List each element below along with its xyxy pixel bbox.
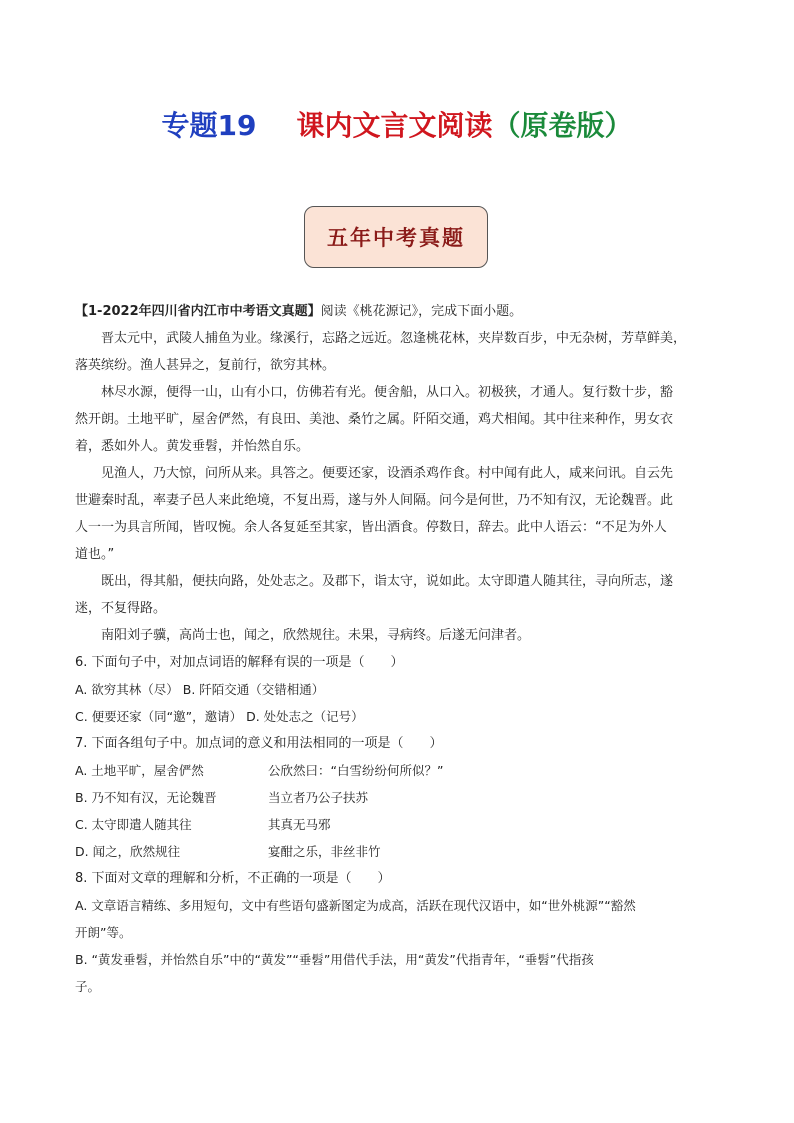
passage-line: 南阳刘子骥，高尚士也，闻之，欣然规往。未果，寻病终。后遂无问津者。	[101, 628, 531, 643]
option-left: B. 乃不知有汉，无论魏晋	[75, 790, 217, 805]
question-stem: 7. 下面各组句子中。加点词的意义和用法相同的一项是（ ）	[75, 736, 443, 751]
question-option-row	[75, 757, 723, 784]
passage-paragraph	[75, 379, 723, 460]
passage-paragraph	[75, 622, 723, 649]
title-edition: （原卷版）	[492, 109, 633, 142]
title-topic: 专题19	[161, 109, 257, 142]
passage-line: 着，悉如外人。黄发垂髫，并怡然自乐。	[75, 439, 310, 454]
passage-line: 见渔人，乃大惊，问所从来。具答之。便要还家，设酒杀鸡作食。村中闻有此人，咸来问讯。自云先	[101, 466, 674, 481]
option-a-line: A. 文章语言精练、多用短句，文中有些语句盛新图定为成高，活跃在现代汉语中，如“世外桃源”“豁然	[75, 898, 636, 913]
option-right: 宴酣之乐，非丝非竹	[268, 844, 381, 859]
question-options: A. 欲穷其林（尽） B. 阡陌交通（交错相通）	[75, 682, 325, 697]
question-stem: 8. 下面对文章的理解和分析，不正确的一项是（ ）	[75, 871, 391, 886]
section-badge	[304, 206, 488, 268]
passage-line: 既出，得其船，便扶向路，处处志之。及郡下，诣太守，说如此。太守即遣人随其往，寻向所志，遂	[101, 574, 674, 589]
option-left: C. 太守即遣人随其往	[75, 817, 192, 832]
source-line	[75, 298, 723, 325]
passage-paragraph	[75, 460, 723, 568]
title-name: 课内文言文阅读	[296, 109, 493, 142]
source-tag: 【1-2022年四川省内江市中考语文真题】	[75, 304, 321, 319]
page-title	[0, 104, 794, 144]
passage-line: 落英缤纷。渔人甚异之，复前行，欲穷其林。	[75, 358, 336, 373]
question-7	[75, 730, 723, 865]
passage-line: 然开朗。土地平旷，屋舍俨然，有良田、美池、桑竹之属。阡陌交通，鸡犬相闻。其中往来种作，男女衣	[75, 412, 674, 427]
passage-line: 人一一为具言所闻，皆叹惋。余人各复延至其家，皆出酒食。停数日，辞去。此中人语云：“不足为外人	[75, 520, 667, 535]
passage-line: 晋太元中，武陵人捕鱼为业。缘溪行，忘路之远近。忽逢桃花林，夹岸数百步，中无杂树，芳草鲜美，	[101, 331, 687, 346]
question-stem: 6. 下面句子中，对加点词语的解释有误的一项是（ ）	[75, 655, 404, 670]
option-b-line: B. “黄发垂髫，并怡然自乐”中的“黄发”“垂髫”用借代手法，用“黄发”代指青年，“垂髫”代指孩	[75, 952, 594, 967]
question-option-row	[75, 838, 723, 865]
passage-paragraph	[75, 325, 723, 379]
option-a-line: 开朗”等。	[75, 925, 132, 940]
passage-line: 世避秦时乱，率妻子邑人来此绝境，不复出焉，遂与外人间隔。问今是何世，乃不知有汉，无论魏晋。此	[75, 493, 674, 508]
option-right: 当立者乃公子扶苏	[268, 790, 369, 805]
option-left: D. 闻之，欣然规往	[75, 844, 181, 859]
question-option-row	[75, 811, 723, 838]
question-option-row	[75, 784, 723, 811]
question-8	[75, 865, 723, 1000]
option-b-line: 子。	[75, 979, 101, 994]
document-body	[75, 298, 723, 1000]
option-right: 其真无马邪	[268, 817, 331, 832]
option-left: A. 土地平旷，屋舍俨然	[75, 763, 204, 778]
passage-line: 道也。”	[75, 547, 115, 562]
source-instruction: 阅读《桃花源记》，完成下面小题。	[320, 304, 523, 319]
passage-paragraph	[75, 568, 723, 622]
passage-line: 林尽水源，便得一山，山有小口，仿佛若有光。便舍船，从口入。初极狭，才通人。复行数十步，豁	[101, 385, 674, 400]
question-6	[75, 649, 723, 730]
question-options: C. 便要还家（同“邀”，邀请） D. 处处志之（记号）	[75, 709, 364, 724]
option-right: 公欣然曰：“白雪纷纷何所似？”	[268, 763, 444, 778]
passage-line: 迷，不复得路。	[75, 601, 167, 616]
section-badge-label: 五年中考真题	[327, 225, 465, 250]
